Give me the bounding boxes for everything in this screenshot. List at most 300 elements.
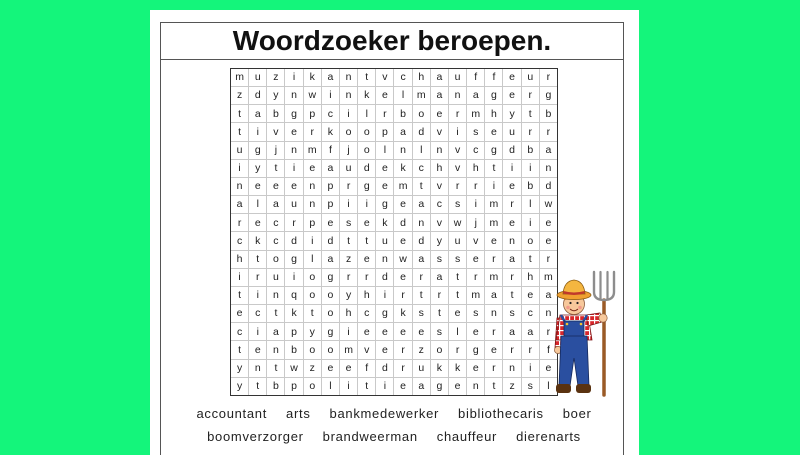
grid-cell: o	[340, 123, 357, 140]
pitchfork	[594, 272, 614, 395]
grid-cell: s	[413, 305, 430, 322]
grid-cell: k	[376, 214, 393, 231]
grid-cell: l	[304, 251, 321, 268]
grid-cell: s	[449, 196, 466, 213]
grid-cell: a	[503, 323, 520, 340]
page-title: Woordzoeker beroepen.	[232, 25, 552, 56]
grid-cell: n	[285, 87, 302, 104]
grid-cell: n	[304, 178, 321, 195]
grid-cell: m	[413, 87, 430, 104]
grid-cell: c	[267, 214, 284, 231]
grid-cell: g	[485, 142, 502, 159]
grid-cell: y	[231, 378, 248, 395]
grid-cell: b	[522, 142, 539, 159]
grid-cell: a	[322, 160, 339, 177]
grid-cell: k	[249, 232, 266, 249]
grid-cell: y	[503, 105, 520, 122]
grid-cell: n	[376, 251, 393, 268]
grid-cell: p	[304, 105, 321, 122]
grid-cell: v	[431, 214, 448, 231]
grid-cell: r	[503, 341, 520, 358]
grid-cell: p	[304, 214, 321, 231]
grid-cell: t	[231, 341, 248, 358]
grid-cell: o	[431, 341, 448, 358]
grid-cell: v	[449, 160, 466, 177]
grid-cell: t	[231, 287, 248, 304]
grid-cell: t	[522, 251, 539, 268]
grid-cell: d	[358, 160, 375, 177]
grid-cell: u	[522, 69, 539, 86]
grid-cell: e	[485, 232, 502, 249]
grid-cell: e	[376, 341, 393, 358]
grid-cell: r	[249, 269, 266, 286]
grid-cell: i	[522, 214, 539, 231]
grid-cell: o	[304, 287, 321, 304]
grid-cell: r	[340, 269, 357, 286]
grid-cell: a	[267, 196, 284, 213]
grid-cell: t	[231, 123, 248, 140]
grid-cell: n	[467, 378, 484, 395]
grid-cell: d	[394, 214, 411, 231]
grid-cell: g	[485, 87, 502, 104]
grid-cell: r	[467, 269, 484, 286]
grid-cell: b	[267, 105, 284, 122]
grid-cell: e	[540, 360, 557, 377]
grid-cell: v	[358, 341, 375, 358]
grid-cell: y	[267, 87, 284, 104]
word-list-item: chauffeur	[436, 429, 498, 444]
grid-cell: e	[503, 87, 520, 104]
grid-cell: r	[485, 360, 502, 377]
title-bar	[161, 23, 623, 60]
grid-cell: e	[394, 196, 411, 213]
word-list-item: boer	[562, 406, 592, 421]
grid-cell: e	[503, 69, 520, 86]
grid-cell: r	[394, 360, 411, 377]
grid-cell: u	[231, 142, 248, 159]
grid-cell: e	[358, 323, 375, 340]
farmer-pitchfork-icon	[552, 268, 622, 398]
grid-cell: r	[231, 214, 248, 231]
grid-cell: u	[249, 69, 266, 86]
grid-cell: r	[540, 323, 557, 340]
grid-cell: g	[540, 87, 557, 104]
grid-cell: t	[358, 378, 375, 395]
grid-cell: j	[340, 142, 357, 159]
grid-cell: a	[467, 87, 484, 104]
grid-cell: g	[431, 378, 448, 395]
grid-cell: y	[431, 232, 448, 249]
grid-cell: t	[304, 305, 321, 322]
grid-cell: r	[340, 178, 357, 195]
grid-cell: i	[340, 196, 357, 213]
word-list-item: boomverzorger	[207, 429, 304, 444]
grid-cell: d	[503, 142, 520, 159]
grid-cell: u	[503, 123, 520, 140]
grid-cell: i	[285, 160, 302, 177]
grid-cell: f	[485, 69, 502, 86]
grid-cell: t	[449, 269, 466, 286]
grid-cell: c	[413, 160, 430, 177]
word-list-row	[162, 429, 626, 444]
grid-cell: i	[503, 160, 520, 177]
grid-cell: m	[467, 105, 484, 122]
grid-cell: p	[322, 196, 339, 213]
grid-cell: p	[322, 178, 339, 195]
grid-cell: n	[231, 178, 248, 195]
grid-cell: m	[467, 287, 484, 304]
grid-cell: b	[540, 105, 557, 122]
grid-cell: n	[449, 87, 466, 104]
grid-cell: e	[394, 378, 411, 395]
grid-cell: l	[522, 196, 539, 213]
grid-cell: i	[485, 178, 502, 195]
grid-cell: o	[358, 123, 375, 140]
grid-cell: e	[540, 232, 557, 249]
grid-cell: m	[394, 178, 411, 195]
grid-cell: l	[394, 87, 411, 104]
grid-cell: r	[449, 105, 466, 122]
grid-cell: r	[522, 87, 539, 104]
grid-cell: e	[376, 178, 393, 195]
grid-cell: t	[267, 305, 284, 322]
grid-cell: a	[394, 123, 411, 140]
straw-hat	[557, 280, 591, 300]
grid-cell: k	[449, 360, 466, 377]
grid-cell: l	[322, 378, 339, 395]
grid-cell: a	[503, 251, 520, 268]
grid-cell: c	[231, 232, 248, 249]
grid-cell: t	[249, 378, 266, 395]
grid-cell: s	[449, 251, 466, 268]
grid-cell: e	[322, 360, 339, 377]
grid-cell: f	[540, 341, 557, 358]
grid-cell: v	[267, 123, 284, 140]
grid-cell: s	[467, 123, 484, 140]
grid-cell: r	[376, 105, 393, 122]
grid-cell: j	[467, 214, 484, 231]
grid-cell: u	[340, 160, 357, 177]
grid-cell: z	[340, 251, 357, 268]
grid-cell: t	[267, 360, 284, 377]
grid-cell: u	[285, 196, 302, 213]
grid-cell: q	[285, 287, 302, 304]
grid-cell: j	[267, 142, 284, 159]
grid-cell: t	[358, 232, 375, 249]
grid-cell: a	[413, 378, 430, 395]
grid-cell: z	[503, 378, 520, 395]
grid-cell: t	[485, 160, 502, 177]
grid-cell: k	[304, 69, 321, 86]
grid-cell: e	[485, 341, 502, 358]
grid-cell: c	[249, 305, 266, 322]
grid-cell: e	[503, 214, 520, 231]
worksheet-page	[150, 10, 639, 455]
grid-cell: l	[540, 378, 557, 395]
grid-cell: o	[322, 287, 339, 304]
grid-cell: g	[322, 269, 339, 286]
word-list-item: accountant	[196, 406, 268, 421]
grid-cell: n	[413, 214, 430, 231]
grid-cell: h	[358, 287, 375, 304]
grid-cell: e	[358, 251, 375, 268]
grid-cell: k	[285, 305, 302, 322]
grid-cell: e	[467, 360, 484, 377]
grid-cell: n	[267, 341, 284, 358]
grid-cell: a	[485, 287, 502, 304]
grid-cell: a	[431, 69, 448, 86]
grid-cell: d	[413, 123, 430, 140]
grid-cell: i	[304, 232, 321, 249]
grid-cell: e	[249, 178, 266, 195]
grid-cell: g	[376, 196, 393, 213]
grid-cell: s	[431, 323, 448, 340]
grid-cell: g	[358, 178, 375, 195]
grid-cell: e	[540, 214, 557, 231]
grid-cell: l	[449, 323, 466, 340]
grid-cell: u	[449, 232, 466, 249]
grid-cell: w	[540, 196, 557, 213]
word-list-item: dierenarts	[516, 429, 581, 444]
grid-cell: i	[522, 360, 539, 377]
grid-cell: m	[540, 269, 557, 286]
grid-cell: h	[485, 105, 502, 122]
grid-cell: e	[304, 160, 321, 177]
grid-cell: a	[413, 251, 430, 268]
grid-cell: v	[431, 178, 448, 195]
grid-cell: d	[285, 232, 302, 249]
grid-cell: b	[285, 341, 302, 358]
grid-cell: b	[522, 178, 539, 195]
grid-cell: d	[376, 269, 393, 286]
grid-cell: p	[376, 123, 393, 140]
grid-cell: i	[376, 378, 393, 395]
grid-cell: t	[249, 251, 266, 268]
grid-cell: e	[285, 178, 302, 195]
grid-cell: i	[340, 323, 357, 340]
grid-cell: n	[249, 360, 266, 377]
grid-cell: o	[522, 232, 539, 249]
grid-cell: h	[431, 160, 448, 177]
grid-cell: a	[413, 196, 430, 213]
grid-cell: a	[431, 269, 448, 286]
grid-cell: h	[231, 251, 248, 268]
grid-cell: h	[413, 69, 430, 86]
grid-cell: a	[249, 105, 266, 122]
grid-cell: e	[467, 251, 484, 268]
grid-cell: r	[540, 123, 557, 140]
grid-cell: t	[413, 178, 430, 195]
grid-cell: u	[449, 69, 466, 86]
grid-cell: z	[267, 69, 284, 86]
grid-cell: r	[485, 323, 502, 340]
grid-cell: z	[304, 360, 321, 377]
grid-cell: e	[358, 214, 375, 231]
grid-cell: r	[394, 287, 411, 304]
grid-cell: r	[522, 123, 539, 140]
grid-cell: f	[358, 360, 375, 377]
grid-cell: i	[449, 123, 466, 140]
grid-cell: d	[249, 87, 266, 104]
grid-cell: a	[267, 323, 284, 340]
grid-cell: e	[467, 323, 484, 340]
grid-cell: h	[467, 160, 484, 177]
grid-cell: s	[340, 214, 357, 231]
grid-cell: u	[413, 360, 430, 377]
grid-cell: i	[522, 160, 539, 177]
grid-cell: c	[522, 305, 539, 322]
grid-cell: o	[322, 305, 339, 322]
grid-cell: g	[376, 305, 393, 322]
grid-cell: r	[449, 341, 466, 358]
grid-cell: c	[358, 305, 375, 322]
grid-cell: v	[431, 123, 448, 140]
grid-cell: i	[249, 323, 266, 340]
grid-cell: m	[340, 341, 357, 358]
grid-cell: e	[431, 105, 448, 122]
grid-cell: k	[322, 123, 339, 140]
grid-cell: t	[522, 105, 539, 122]
grid-cell: m	[485, 196, 502, 213]
grid-cell: t	[413, 287, 430, 304]
grid-cell: b	[267, 378, 284, 395]
grid-cell: d	[376, 360, 393, 377]
grid-cell: i	[358, 196, 375, 213]
grid-cell: s	[522, 378, 539, 395]
grid-cell: e	[522, 287, 539, 304]
grid-cell: n	[340, 87, 357, 104]
grid-cell: i	[231, 160, 248, 177]
grid-cell: g	[467, 341, 484, 358]
grid-cell: n	[503, 360, 520, 377]
grid-cell: e	[376, 323, 393, 340]
grid-cell: k	[394, 160, 411, 177]
grid-cell: t	[485, 378, 502, 395]
grid-cell: v	[449, 142, 466, 159]
letter-grid	[230, 68, 558, 396]
grid-cell: t	[431, 305, 448, 322]
grid-cell: i	[340, 378, 357, 395]
grid-cell: y	[249, 160, 266, 177]
grid-cell: w	[285, 360, 302, 377]
grid-cell: i	[249, 287, 266, 304]
grid-cell: t	[267, 160, 284, 177]
grid-cell: w	[394, 251, 411, 268]
grid-cell: p	[285, 323, 302, 340]
grid-cell: i	[285, 69, 302, 86]
grid-cell: c	[467, 142, 484, 159]
grid-cell: a	[431, 87, 448, 104]
grid-cell: r	[467, 178, 484, 195]
grid-cell: e	[394, 323, 411, 340]
grid-cell: t	[503, 287, 520, 304]
grid-cell: m	[231, 69, 248, 86]
grid-cell: n	[340, 69, 357, 86]
grid-cell: n	[540, 160, 557, 177]
grid-cell: r	[503, 196, 520, 213]
grid-cell: o	[304, 341, 321, 358]
grid-cell: c	[394, 69, 411, 86]
grid-cell: a	[540, 287, 557, 304]
grid-cell: e	[249, 214, 266, 231]
grid-cell: e	[340, 360, 357, 377]
grid-cell: n	[394, 142, 411, 159]
grid-cell: o	[304, 269, 321, 286]
grid-cell: k	[358, 87, 375, 104]
grid-cell: n	[304, 196, 321, 213]
grid-cell: e	[231, 305, 248, 322]
grid-cell: c	[231, 323, 248, 340]
grid-cell: n	[431, 142, 448, 159]
grid-cell: e	[249, 341, 266, 358]
grid-cell: r	[413, 269, 430, 286]
grid-cell: r	[358, 269, 375, 286]
grid-cell: i	[231, 269, 248, 286]
grid-cell: n	[503, 232, 520, 249]
word-list-item: brandweerman	[322, 429, 418, 444]
grid-cell: r	[540, 69, 557, 86]
grid-cell: v	[376, 69, 393, 86]
grid-cell: i	[322, 87, 339, 104]
grid-cell: e	[449, 305, 466, 322]
grid-cell: e	[485, 123, 502, 140]
grid-cell: d	[413, 232, 430, 249]
grid-cell: c	[322, 105, 339, 122]
grid-cell: p	[285, 378, 302, 395]
grid-cell: h	[522, 269, 539, 286]
word-list-item: arts	[286, 406, 311, 421]
grid-cell: e	[394, 269, 411, 286]
grid-cell: r	[540, 251, 557, 268]
grid-cell: r	[394, 341, 411, 358]
grid-cell: r	[485, 251, 502, 268]
grid-cell: m	[304, 142, 321, 159]
grid-cell: g	[285, 105, 302, 122]
word-list-item: bankmedewerker	[329, 406, 440, 421]
grid-cell: v	[467, 232, 484, 249]
grid-cell: y	[340, 287, 357, 304]
grid-cell: t	[358, 69, 375, 86]
grid-cell: o	[358, 142, 375, 159]
grid-cell: l	[376, 142, 393, 159]
grid-cell: k	[431, 360, 448, 377]
grid-cell: e	[322, 214, 339, 231]
word-list-row	[162, 406, 626, 421]
grid-cell: t	[231, 105, 248, 122]
grid-cell: o	[267, 251, 284, 268]
grid-cell: w	[449, 214, 466, 231]
grid-cell: e	[413, 323, 430, 340]
grid-cell: a	[522, 323, 539, 340]
grid-cell: d	[322, 232, 339, 249]
grid-cell: t	[340, 232, 357, 249]
grid-cell: k	[394, 305, 411, 322]
grid-cell: n	[267, 287, 284, 304]
grid-cell: i	[467, 196, 484, 213]
grid-cell: l	[413, 142, 430, 159]
grid-cell: s	[431, 251, 448, 268]
grid-cell: e	[376, 87, 393, 104]
grid-cell: z	[231, 87, 248, 104]
grid-cell: e	[503, 178, 520, 195]
farmer-body	[554, 313, 607, 393]
grid-cell: n	[485, 305, 502, 322]
grid-cell: r	[503, 269, 520, 286]
grid-cell: a	[322, 69, 339, 86]
grid-cell: e	[267, 178, 284, 195]
grid-cell: a	[231, 196, 248, 213]
grid-cell: g	[285, 251, 302, 268]
